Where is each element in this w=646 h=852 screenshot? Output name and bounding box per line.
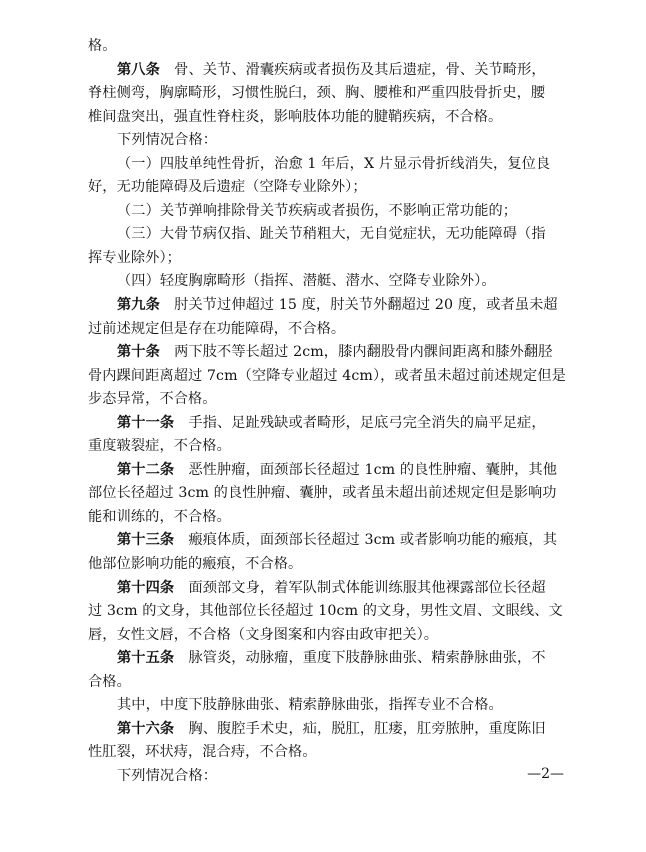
line-text: 挥专业除外）； [88, 249, 181, 266]
line-text: 部位长径超过 3cm 的良性肿瘤、囊肿，或者虽未超出前述规定但是影响功 [88, 485, 557, 502]
line-text: （四）轻度胸廓畸形（指挥、潜艇、潜水、空降专业除外）。 [117, 273, 496, 290]
text-line [88, 577, 578, 601]
text-line [88, 223, 578, 247]
line-text: 脊柱侧弯，胸廓畸形，习惯性脱臼，颈、胸、腰椎和严重四肢骨折史，腰 [88, 85, 546, 102]
text-line [88, 247, 578, 271]
article-heading: 第十一条 [117, 414, 175, 431]
line-text: 其中，中度下肢静脉曲张、精索静脉曲张，指挥专业不合格。 [117, 697, 503, 714]
text-line [88, 459, 578, 483]
line-text: 胸、腹腔手术史，疝，脱肛，肛瘘，肛旁脓肿，重度陈旧 [174, 720, 546, 737]
line-text: 下列情况合格： [117, 132, 218, 149]
text-line [88, 365, 578, 389]
line-text: 格。 [88, 38, 117, 54]
line-text: 过前述规定但是存在功能障碍，不合格。 [88, 320, 346, 337]
text-line [88, 129, 578, 153]
line-text: 骨、关节、滑囊疾病或者损伤及其后遗症，骨、关节畸形， [159, 61, 546, 78]
text-line [88, 153, 578, 177]
text-line [88, 435, 578, 459]
text-line [88, 600, 578, 624]
line-text: 两下肢不等长超过 2cm，膝内翻股骨内髁间距离和膝外翻胫 [159, 344, 553, 361]
line-text: 重度皲裂症，不合格。 [88, 438, 231, 455]
line-text: 手指、足趾残缺或者畸形，足底弓完全消失的扁平足症， [174, 414, 546, 431]
line-text: 瘢痕体质，面颈部长径超过 3cm 或者影响功能的瘢痕，其 [174, 532, 558, 549]
text-line [88, 553, 578, 577]
document-body [88, 35, 578, 789]
line-text: 骨内踝间距离超过 7cm（空降专业超过 4cm），或者虽未超过前述规定但是 [88, 367, 566, 384]
text-line [88, 647, 578, 671]
line-text: （二）关节弹响排除骨关节疾病或者损伤，不影响正常功能的； [117, 202, 518, 219]
article-heading: 第十三条 [117, 532, 175, 549]
text-line [88, 35, 578, 59]
text-line [88, 671, 578, 695]
article-heading: 第九条 [117, 297, 160, 314]
article-heading: 第十六条 [117, 720, 175, 737]
text-line [88, 294, 578, 318]
text-line [88, 529, 578, 553]
text-line [88, 82, 578, 106]
line-text: 椎间盘突出，强直性脊柱炎，影响肢体功能的腱鞘疾病，不合格。 [88, 108, 503, 125]
line-text: 唇，女性文唇，不合格（文身图案和内容由政审把关）。 [88, 626, 439, 643]
text-line [88, 412, 578, 436]
text-line [88, 718, 578, 742]
article-heading: 第十五条 [117, 650, 175, 667]
text-line [88, 318, 578, 342]
line-text: 性肛裂，环状痔，混合痔，不合格。 [88, 744, 317, 761]
text-line [88, 59, 578, 83]
text-line [88, 741, 578, 765]
text-line [88, 506, 578, 530]
line-text: 好，无功能障碍及后遗症（空降专业除外）； [88, 179, 367, 196]
line-text: 能和训练的，不合格。 [88, 508, 231, 525]
text-line [88, 624, 578, 648]
text-line [88, 482, 578, 506]
line-text: 面颈部文身，着军队制式体能训练服其他裸露部位长径超 [174, 579, 546, 596]
text-line [88, 765, 578, 789]
text-line [88, 388, 578, 412]
article-heading: 第十四条 [117, 579, 175, 596]
text-line [88, 270, 578, 294]
text-line [88, 200, 578, 224]
line-text: 下列情况合格： [117, 767, 218, 784]
line-text: 肘关节过伸超过 15 度，肘关节外翻超过 20 度，或者虽未超 [159, 297, 558, 314]
text-line [88, 176, 578, 200]
page-number: —2— [527, 766, 564, 782]
text-line [88, 694, 578, 718]
line-text: 脉管炎，动脉瘤，重度下肢静脉曲张、精索静脉曲张，不 [174, 650, 546, 667]
article-heading: 第八条 [117, 61, 160, 78]
line-text: 步态异常，不合格。 [88, 391, 217, 408]
text-line [88, 106, 578, 130]
line-text: （三）大骨节病仅指、趾关节稍粗大，无自觉症状，无功能障碍（指 [117, 226, 546, 243]
article-heading: 第十条 [117, 344, 160, 361]
text-line [88, 341, 578, 365]
line-text: 恶性肿瘤，面颈部长径超过 1cm 的良性肿瘤、囊肿，其他 [174, 461, 558, 478]
line-text: 他部位影响功能的瘢痕，不合格。 [88, 556, 303, 573]
line-text: （一）四肢单纯性骨折，治愈 1 年后，X 片显示骨折线消失，复位良 [117, 155, 551, 172]
article-heading: 第十二条 [117, 461, 175, 478]
line-text: 过 3cm 的文身，其他部位长径超过 10cm 的文身，男性文眉、文眼线、文 [88, 603, 563, 620]
line-text: 合格。 [88, 673, 131, 690]
